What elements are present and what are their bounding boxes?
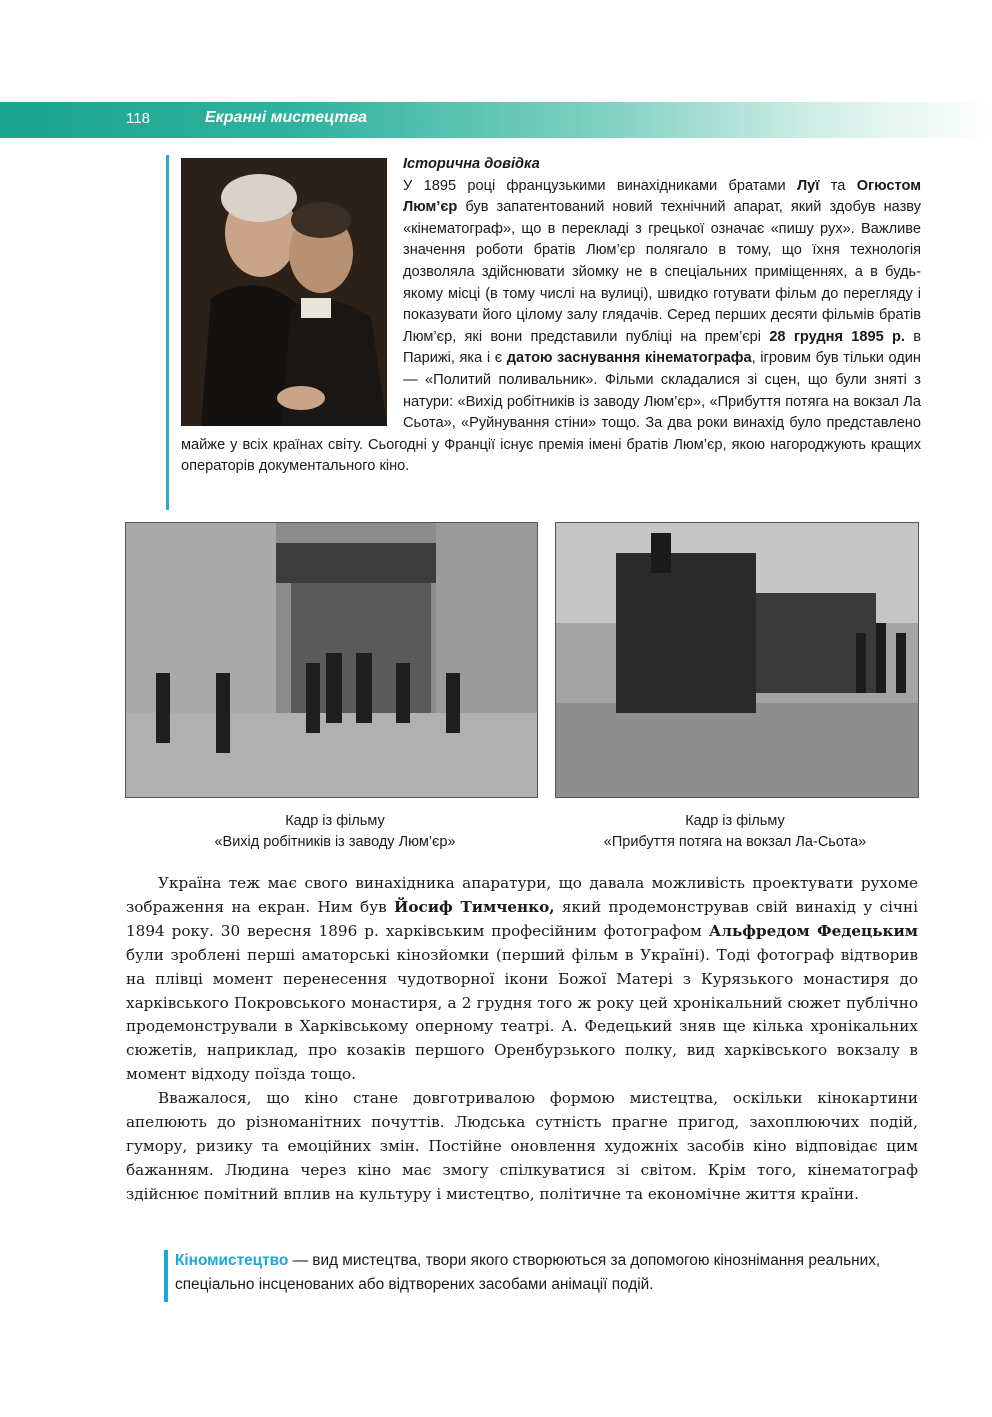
- reference-text-part: в Парижі, яка і є: [403, 328, 922, 367]
- portrait-spacer: [181, 154, 403, 434]
- reference-text-part: У 1895 році французькими винахідниками братами: [403, 177, 797, 194]
- section-title: Екранні мистецтва: [205, 109, 368, 126]
- paragraph-part: були зроблені перші аматорські кінозйомки (перший фільм в Україні). Тоді фотограф відтворив на плівці момент перенесення чудотворної ікони Божої Матері з Курязького монастиря до харківського Покровського монастиря, а 2 грудня того ж року цей хронікальний сюжет публічно продемонстрували в Харківському оперному театрі. А. Федецький зняв ще кілька хронікальних сюжетів, наприклад, про козаків першого Оренбурзького полку, вид харківського вокзалу в момент відходу поїзда тощо.: [126, 945, 918, 1084]
- caption-line: Кадр із фільму: [685, 813, 785, 829]
- definition-term: Кіномистецтво: [175, 1252, 289, 1269]
- reference-text-part: , ігровим був тільки один — «Политий поливальник». Фільми складалися зі сцен, що були зняті з натури: «Вихід робітників із заводу Люм’єр», «Прибуття потяга на вокзал Ла Сьота», «Руйнування стіни» тощо. За два роки винахід було представлено майже у всіх країнах світу. Сьогодні у Франції існує премія імені братів Люм’єр, якою нагороджують кращих операторів документального кіно.: [181, 350, 921, 475]
- caption-train-arrival: [560, 811, 910, 853]
- name-tymchenko: Йосиф Тимченко,: [394, 897, 555, 916]
- paragraph: Вважалося, що кіно стане довготривалою формою мистецтва, оскільки кінокартини апелюють до різноманітних почуттів. Людська сутність прагне пригод, захоплюючих подій, гумору, ризику та емоційних змін. Постійне оновлення художніх засобів кіно відповідає цим бажанням. Людина через кіно має змогу спілкуватися зі світом. Крім того, кінематограф здійснює помітний вплив на культуру і мистецтво, політичне та економічне життя країни.: [126, 1089, 918, 1203]
- definition-text: — вид мистецтва, твори якого створюються за допомогою кінознімання реальних, спеціально інсценованих або відтворених засобами анімації подій.: [175, 1252, 881, 1293]
- premiere-date: 28 грудня 1895 р.: [769, 328, 905, 345]
- reference-title: Історична довідка: [403, 156, 540, 172]
- caption-workers-leaving-factory: [175, 811, 495, 853]
- main-text: [126, 872, 918, 1207]
- name-louis: Луї: [796, 177, 820, 194]
- reference-side-rule: [166, 155, 169, 510]
- name-auguste: Огюстом Люм’єр: [403, 177, 921, 216]
- caption-line: Кадр із фільму: [285, 813, 385, 829]
- founding-date-phrase: датою заснування кінематографа: [506, 350, 752, 367]
- definition: [175, 1249, 919, 1297]
- paragraph-part: який продемонстрував свій винахід у січні 1894 року. 30 вересня 1896 р. харківським професійним фотографом: [126, 897, 918, 940]
- definition-bar: [164, 1250, 168, 1302]
- name-fedetskyi: Альфредом Федецьким: [708, 921, 918, 940]
- caption-line: «Прибуття потяга на вокзал Ла-Сьота»: [603, 834, 867, 850]
- paragraph-part: Україна теж має свого винахідника апаратури, що давала можливість проектувати рухоме зображення на екран. Ним був: [126, 874, 918, 916]
- film-still-workers-leaving-factory: [125, 522, 538, 798]
- paragraph: [126, 872, 918, 1087]
- reference-text-part: та: [819, 177, 857, 194]
- film-still-train-arrival: [555, 522, 919, 798]
- caption-line: «Вихід робітників із заводу Люм’єр»: [214, 834, 456, 850]
- page-number: 118: [126, 110, 150, 127]
- historical-reference: [181, 154, 921, 478]
- reference-text-part: був запатентований новий технічний апарат, який здобув назву «кінематограф», що в перекладі з грецької означає «пишу рух». Важливе значення роботи братів Люм’єр полягало в тому, що їхня технологія дозволяла здійснювати зйомку не в спеціальних приміщеннях, а в будь-якому місці (в тому числі на вулиці), швидко готувати фільм до перегляду і показувати його цілому залу глядачів. Серед перших десяти фільмів братів Люм’єр, які вони представили публіці на прем’єрі: [403, 199, 921, 345]
